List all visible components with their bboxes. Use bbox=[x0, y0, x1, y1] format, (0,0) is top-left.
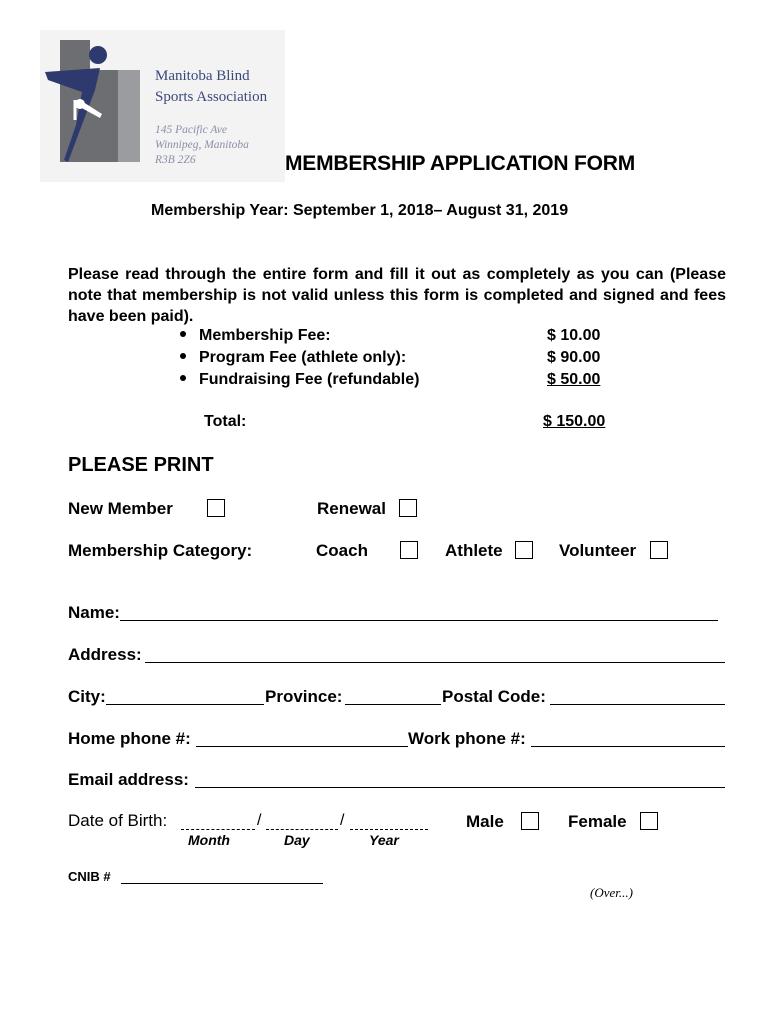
female-checkbox[interactable] bbox=[640, 812, 658, 830]
dob-separator: / bbox=[340, 812, 345, 829]
fee-label: Membership Fee: bbox=[199, 327, 331, 344]
renewal-checkbox[interactable] bbox=[399, 499, 417, 517]
cnib-field[interactable] bbox=[121, 883, 323, 884]
coach-checkbox[interactable] bbox=[400, 541, 418, 559]
fee-label: Fundraising Fee (refundable) bbox=[199, 371, 420, 388]
work-phone-label: Work phone #: bbox=[408, 729, 526, 748]
home-phone-field[interactable] bbox=[196, 746, 408, 747]
male-label: Male bbox=[466, 812, 504, 831]
dob-label: Date of Birth: bbox=[68, 811, 168, 830]
name-field[interactable] bbox=[120, 620, 718, 621]
category-label: Membership Category: bbox=[68, 541, 253, 560]
new-member-checkbox[interactable] bbox=[207, 499, 225, 517]
volunteer-checkbox[interactable] bbox=[650, 541, 668, 559]
org-name: Manitoba Blind Sports Association bbox=[155, 68, 268, 105]
city-label: City: bbox=[68, 687, 106, 706]
new-member-label: New Member bbox=[68, 499, 173, 518]
postal-code-label: Postal Code: bbox=[442, 687, 546, 706]
org-address: 145 Pacific Ave Winnipeg, Manitoba R3B 2Z6 bbox=[155, 124, 249, 166]
dob-day-field[interactable] bbox=[266, 829, 338, 830]
fee-item bbox=[180, 371, 419, 392]
total-amount: $ 150.00 bbox=[543, 413, 606, 430]
please-print-heading: PLEASE PRINT bbox=[68, 454, 214, 476]
total-label: Total: bbox=[204, 413, 247, 430]
intro-text: Please read through the entire form and fill it out as completely as you can (Please note that membership is not valid unless this form is completed and signed and fees have been paid). bbox=[68, 266, 726, 325]
fee-item bbox=[180, 349, 406, 370]
province-field[interactable] bbox=[345, 704, 441, 705]
dob-year-caption: Year bbox=[369, 832, 399, 848]
email-label: Email address: bbox=[68, 770, 189, 789]
city-field[interactable] bbox=[106, 704, 264, 705]
athlete-label: Athlete bbox=[445, 541, 503, 560]
address-label: Address: bbox=[68, 645, 142, 664]
fee-label: Program Fee (athlete only): bbox=[199, 349, 407, 366]
over-note: (Over...) bbox=[590, 885, 633, 900]
fee-amount: $ 50.00 bbox=[547, 371, 601, 388]
bullet-icon bbox=[180, 375, 186, 381]
volunteer-label: Volunteer bbox=[559, 541, 637, 560]
female-label: Female bbox=[568, 812, 627, 831]
fee-amount: $ 90.00 bbox=[547, 349, 601, 366]
renewal-label: Renewal bbox=[317, 499, 386, 518]
coach-label: Coach bbox=[316, 541, 368, 560]
athlete-checkbox[interactable] bbox=[515, 541, 533, 559]
province-label: Province: bbox=[265, 687, 343, 706]
male-checkbox[interactable] bbox=[521, 812, 539, 830]
form-title: MEMBERSHIP APPLICATION FORM bbox=[285, 152, 636, 175]
dob-separator: / bbox=[257, 812, 262, 829]
postal-code-field[interactable] bbox=[550, 704, 725, 705]
bullet-icon bbox=[180, 353, 186, 359]
dob-month-caption: Month bbox=[188, 832, 230, 848]
address-field[interactable] bbox=[145, 662, 725, 663]
logo-graphic-icon bbox=[40, 30, 150, 182]
bullet-icon bbox=[180, 331, 186, 337]
dob-year-field[interactable] bbox=[350, 829, 428, 830]
fee-amount: $ 10.00 bbox=[547, 327, 601, 344]
dob-day-caption: Day bbox=[284, 832, 310, 848]
fee-item bbox=[180, 327, 331, 348]
membership-year: Membership Year: September 1, 2018– August 31, 2019 bbox=[151, 202, 569, 219]
cnib-label: CNIB # bbox=[68, 869, 111, 884]
dob-month-field[interactable] bbox=[181, 829, 255, 830]
work-phone-field[interactable] bbox=[531, 746, 725, 747]
home-phone-label: Home phone #: bbox=[68, 729, 191, 748]
name-label: Name: bbox=[68, 603, 120, 622]
email-field[interactable] bbox=[195, 787, 725, 788]
